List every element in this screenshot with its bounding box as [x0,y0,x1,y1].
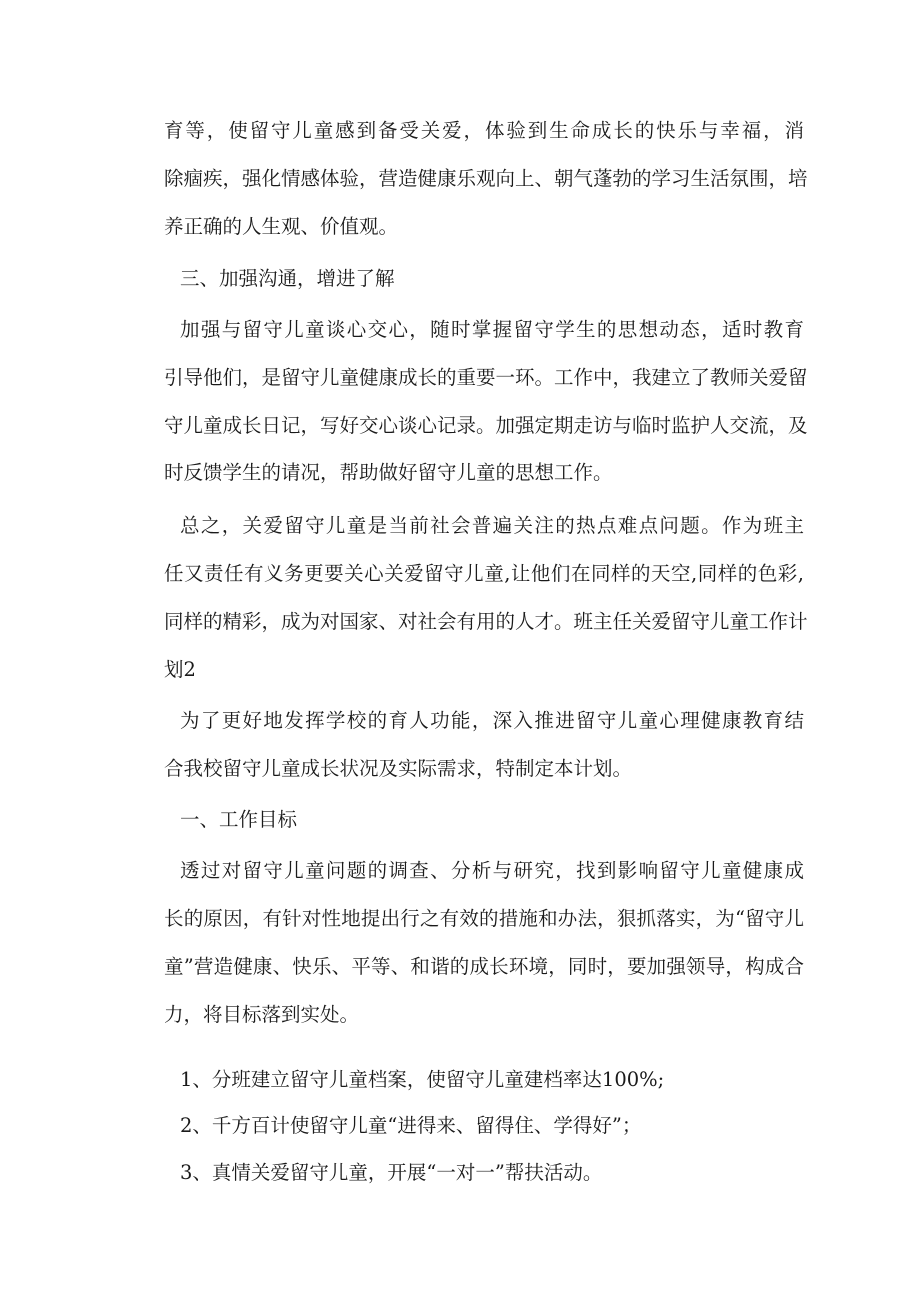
list-item: 3、真情关爱留守儿童，开展“一对一”帮扶活动。 [180,1161,603,1184]
text-line: 加强与留守儿童谈心交心，随时掌握留守学生的思想动态，适时教育 [180,318,804,341]
text-line: 引导他们，是留守儿童健康成长的重要一环。工作中，我建立了教师关爱留 [164,366,808,389]
text-line: 同样的精彩，成为对国家、对社会有用的人才。班主任关爱留守儿童工作计 [164,610,808,633]
text-line: 童”营造健康、快乐、平等、和谐的成长环境，同时，要加强领导，构成合 [164,955,804,978]
section-heading: 三、加强沟通，增进了解 [180,267,395,290]
text-line: 力，将目标落到实处。 [164,1003,360,1026]
list-item: 1、分班建立留守儿童档案，使留守儿童建档率达100%; [180,1068,665,1091]
text-line: 为了更好地发挥学校的育人功能，深入推进留守儿童心理健康教育结 [180,709,804,732]
text-line: 透过对留守儿童问题的调查、分析与研究，找到影响留守儿童健康成 [180,859,804,882]
text-line: 育等，使留守儿童感到备受关爱，体验到生命成长的快乐与幸福，消 [164,119,804,142]
text-line: 合我校留守儿童成长状况及实际需求，特制定本计划。 [164,757,633,780]
text-line: 划2 [164,658,196,681]
text-line: 除痼疾，强化情感体验，营造健康乐观向上、朝气蓬勃的学习生活氛围，培 [164,167,808,190]
list-item: 2、千方百计使留守儿童“进得来、留得住、学得好”； [180,1114,642,1137]
text-line: 守儿童成长日记，写好交心谈心记录。加强定期走访与临时监护人交流，及 [164,414,808,437]
text-line: 总之，关爱留守儿童是当前社会普遍关注的热点难点问题。作为班主 [180,514,804,537]
section-heading: 一、工作目标 [180,808,298,831]
text-line: 任又责任有义务更要关心关爱留守儿童,让他们在同样的天空,同样的色彩, [164,562,804,585]
text-line: 长的原因，有针对性地提出行之有效的措施和办法，狠抓落实，为“留守儿 [164,907,804,930]
text-line: 时反馈学生的请况，帮助做好留守儿童的思想工作。 [164,461,613,484]
text-line: 养正确的人生观、价值观。 [164,215,399,238]
